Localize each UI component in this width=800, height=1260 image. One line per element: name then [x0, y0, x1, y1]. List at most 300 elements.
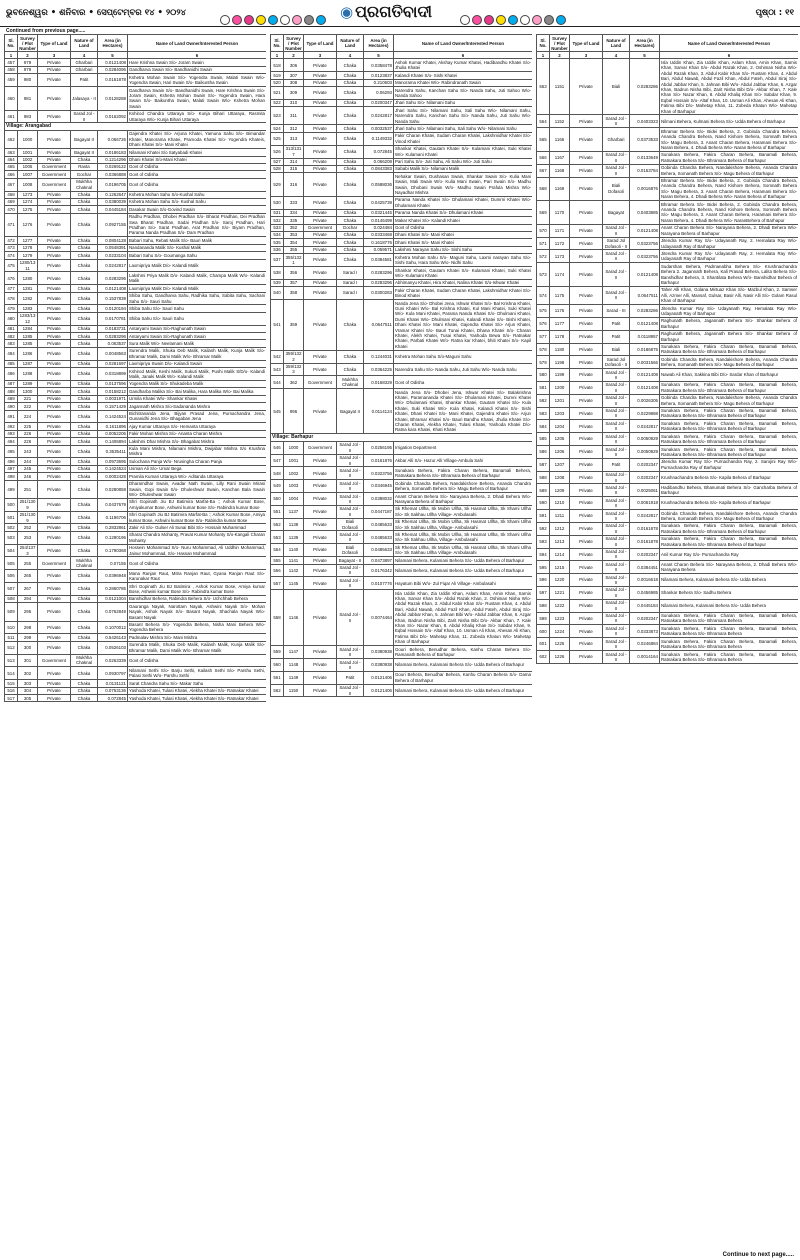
cell-plot: 1283	[18, 305, 38, 312]
cell-sl: 591	[537, 510, 550, 523]
registration-dot	[232, 15, 242, 25]
cell-plot: 299	[18, 634, 38, 641]
cell-area: 0.0485633	[364, 518, 394, 531]
cell-type: Private	[570, 224, 603, 237]
cell-sl: 460	[5, 87, 18, 111]
cell-area: 0.0161878	[630, 535, 660, 548]
cell-plot: 1004	[284, 493, 304, 506]
registration-dot	[220, 15, 230, 25]
cell-area: 0.0137596	[98, 380, 128, 387]
cell-plot: 245	[18, 465, 38, 472]
cell-owner: Shiba Sahu, Gandharva Sahu, Radhika Sahu, Sabita Sahu, Sachani Sahu S/o- Sauri Sahu	[129, 293, 265, 304]
table-row	[537, 128, 799, 152]
cell-nature: Mukhha Chaknal	[71, 654, 98, 667]
cell-owner: Padmalav Mishra S/o- Mani Mishra	[128, 634, 267, 641]
cell-sl: 588	[537, 471, 550, 484]
cell-plot: 1205	[550, 433, 570, 446]
table-column-1	[4, 34, 266, 1252]
cell-owner: Babari Sahu S/o- Goumanga Sahu	[128, 252, 267, 259]
cell-nature: Sarad Jol - II	[603, 420, 630, 433]
cell-plot: 307	[284, 72, 304, 79]
table-row	[5, 403, 267, 410]
cell-plot: 1151	[550, 59, 570, 115]
cell-plot: 979	[18, 66, 38, 73]
cell-owner: Nawab Ali Khan, Sakkina Bibi D/o- Sardar Khan of Barhapur	[660, 369, 799, 382]
cell-sl: 530	[271, 196, 284, 209]
cell-plot: 1212	[550, 522, 570, 535]
cell-plot: 308	[284, 79, 304, 86]
cell-nature: Chaka	[337, 209, 364, 216]
cell-owner: Nilamani Behera, Kulamani Behera S/o- Udda Behera	[660, 574, 799, 587]
cell-type: Private	[570, 561, 603, 574]
cell-plot: 1000	[284, 441, 304, 454]
cell-area: 0.0300283	[364, 287, 394, 300]
cell-nature: Chaka	[71, 634, 98, 641]
cell-area: 0.0031566	[630, 356, 660, 369]
cell-nature: Chaka	[71, 237, 98, 244]
table-row	[271, 363, 533, 376]
cell-nature: Sarad Jol - II	[603, 381, 630, 394]
table-row	[5, 360, 267, 367]
cell-nature: Sarad Jol - II	[603, 586, 630, 599]
cell-owner: Isla Uddin Khan, Zia Uddin Khan, Aslam Khan, Amin Khan, Sarnis Khan, Sarvar Khan S/o- Abdul Razak Khan, 2. Oshiman Nisha W/o- Abdul Razak Khan, 3. Abdul Kabir Khan S/o- Rustam Khan, 4. Abdul Bari, Abdul Nawab, Abdul Fazil Khan, Abdul Fateh, Abdul Siraj S/o- Abdul Jabbar Khan, 5. Jahnan Bibi W/o- Abdul Jabbar Khan, 6. Azgar Khan, Badrun Nisha Bibi, Zarit Nisha Bibi D/o- Akbar Khan, 7. Kale Khan S/o- Nazar Khan, 8. Abdul Khaliq Khan S/o- Sabdar Khan, 9. Eqbal Hossain S/o- Altaf Khan, 10. Usman Ali Khan, Ahesan Ali Khan, Fatima Bibi D/o- Mahetap Khan, 11. Zobeda Khatun W/o- Mahetap Khan of Barhapur	[395, 590, 531, 645]
cell-sl: 505	[5, 557, 18, 570]
newspaper-masthead	[340, 2, 432, 22]
cell-type: Private	[304, 59, 337, 72]
cell-owner: Nilamani Behera, Kulamani Behera S/o- Udda Behera	[660, 599, 799, 612]
cell-type: Government	[304, 376, 337, 389]
cell-nature: Chaka	[71, 531, 98, 544]
cell-nature: Bagayat	[603, 201, 630, 225]
cell-nature: Chaka	[71, 368, 98, 381]
registration-dot	[316, 15, 326, 25]
cell-sl: 511	[5, 634, 18, 641]
cell-owner: Babari Sahu, Rebati Malik S/o- Bauri Malik	[128, 237, 267, 244]
cell-type: Private	[38, 340, 71, 347]
cell-area: 0.0485633	[364, 544, 394, 557]
table-row	[5, 680, 267, 687]
cell-type: Private	[38, 206, 71, 213]
cell-owner: Bhramar Behera S/o- Bidei Behera, 2. Gobinda Chandra Behera, Ananda Chandra Behera, Nand Kishore Behera, Somnath Behera S/o- Magu Behera, 3. Anant Charan Behera, Haramani Behera S/o- Naran Behera, 4. Dhadi Behera W/o- Naran Behera of Barhapur	[661, 128, 797, 150]
cell-area: 0.0384581	[364, 254, 394, 267]
column-number: 6	[660, 52, 799, 59]
table-row	[537, 250, 799, 263]
cell-area: 0.1149332	[364, 132, 394, 145]
cell-area: 0.0647511	[630, 286, 660, 304]
cell-type: Private	[570, 458, 603, 471]
cell-nature: Chaka	[71, 259, 98, 272]
cell-nature: Sarad Jol - II	[337, 467, 364, 480]
cell-plot: 1213	[550, 535, 570, 548]
cell-type: Private	[38, 473, 71, 480]
cell-area: 0.0380938	[364, 659, 394, 672]
table-row	[5, 465, 267, 472]
cell-sl: 593	[537, 535, 550, 548]
cell-owner: Gobinda Chandra Behera, Nandakishore Behera, Ananda Chandra Behera, Somanath Behera S/o- Magu Behera of Barhapur	[661, 510, 797, 521]
cell-owner: Anant Charan Behera S/o- Narayana Behera, 2. Dhadi Behera W/o- Narayana Behera	[661, 561, 797, 573]
cell-area: 0.0186183	[98, 149, 128, 156]
cell-sl: 503	[5, 531, 18, 544]
cell-nature: Biali Dofasoli	[603, 177, 630, 201]
registration-dot	[520, 15, 530, 25]
cell-nature: Chaka	[71, 458, 98, 465]
cell-area: 0.0445184	[630, 599, 660, 612]
cell-nature: Sarad Jol - II	[603, 151, 630, 164]
table-row	[5, 213, 267, 237]
cell-sl: 546	[271, 441, 284, 454]
table-row	[271, 684, 533, 697]
cell-sl: 492	[5, 423, 18, 430]
cell-plot: 1289	[18, 380, 38, 387]
cell-area: 0.3535411	[98, 445, 128, 458]
cell-sl: 531	[271, 209, 284, 216]
cell-owner: Dhani Khatei S/o- Mani Khatei	[394, 239, 533, 246]
cell-type: Private	[38, 687, 71, 694]
cell-sl: 594	[537, 548, 550, 561]
cell-type: Private	[38, 244, 71, 251]
cell-type: Private	[38, 667, 71, 680]
table-row	[271, 217, 533, 224]
cell-plot: 312	[284, 125, 304, 132]
column-number: 4	[603, 52, 630, 59]
continued-to-next: Continue to next page.....	[722, 1252, 794, 1258]
table-row	[271, 518, 533, 531]
column-header-plot: Survey / Plot Number	[551, 35, 568, 51]
cell-area: 0.0121004	[98, 595, 128, 602]
cell-sl: 471	[5, 213, 18, 237]
cell-area: 0.0061918	[630, 497, 660, 510]
table-row	[271, 79, 533, 86]
cell-plot: 1210	[550, 497, 570, 510]
cell-nature: Sarad Jol - II	[603, 407, 630, 420]
table-row	[537, 224, 799, 237]
column-number: 1	[271, 52, 284, 59]
cell-type: Private	[570, 625, 603, 638]
table-row	[271, 132, 533, 145]
cell-area: 0.1244031	[364, 350, 394, 363]
cell-plot: 1215	[550, 561, 570, 574]
cell-area: 0.0384451	[630, 561, 660, 574]
cell-nature: Chaka	[71, 403, 98, 410]
cell-area: 0.0973695	[98, 458, 128, 465]
cell-nature: Chaka	[337, 59, 364, 72]
cell-plot: 1284	[18, 325, 38, 332]
cell-plot: 352	[284, 224, 304, 231]
cell-nature: Sarad Jol - II	[603, 286, 630, 304]
cell-type: Private	[38, 292, 71, 305]
cell-owner: Yogendra Malik S/o- Shukadeba Malik	[128, 380, 267, 387]
cell-type: Private	[38, 368, 71, 381]
cell-plot: 1285	[18, 340, 38, 347]
cell-type: Private	[38, 87, 71, 111]
cell-area: 0.066726	[98, 130, 128, 148]
cell-owner: Jitendra Kumar Ray S/o- Udayanath Ray, 2. Hemalata Ray W/o- Udayanath Ray of Barhapur	[661, 250, 797, 262]
cell-owner: Basant Behera S/o- Yogendra Behera, Nisha Mani Behera W/o- Yogendra Behera	[129, 622, 265, 633]
cell-nature: Chaka	[337, 217, 364, 224]
cell-type: Private	[304, 196, 337, 209]
cell-area: 0.0447187	[364, 505, 394, 518]
cell-nature: Chaka	[337, 132, 364, 145]
cell-nature: Sarad Jol - II	[603, 433, 630, 446]
cell-type: Private	[570, 177, 603, 201]
cell-sl: 524	[271, 125, 284, 132]
table-row	[271, 254, 533, 267]
cell-area: 0.0588036	[364, 173, 394, 197]
table-row	[5, 59, 267, 66]
table-row	[5, 272, 267, 285]
cell-area: 0.0121408	[630, 317, 660, 330]
cell-sl: 457	[5, 59, 18, 66]
cell-area: 0.0403323	[630, 115, 660, 128]
cell-nature: Sarad Jol - II	[337, 441, 364, 454]
cell-area: 0.0052206	[98, 430, 128, 437]
cell-owner: Govt of Odisha	[128, 178, 267, 191]
cell-nature: Chaka	[71, 438, 98, 445]
cell-plot: 1000	[18, 130, 38, 148]
cell-sl: 560	[271, 659, 284, 672]
cell-type: Private	[570, 420, 603, 433]
cell-sl: 520	[271, 79, 284, 86]
cell-sl: 597	[537, 586, 550, 599]
cell-type: Private	[570, 599, 603, 612]
cell-type: Private	[304, 87, 337, 100]
cell-area: 0.0283286	[630, 305, 660, 318]
cell-area: 0.0242817	[630, 510, 660, 523]
cell-type: Private	[304, 646, 337, 659]
cell-type: Private	[38, 583, 71, 596]
table-row	[5, 524, 267, 531]
cell-type: Private	[570, 510, 603, 523]
cell-plot: 252	[18, 524, 38, 531]
cell-type: Private	[304, 590, 337, 646]
table-row	[5, 244, 267, 251]
cell-sl: 477	[5, 285, 18, 292]
cell-plot: 221	[18, 395, 38, 402]
cell-sl: 553	[271, 531, 284, 544]
cell-nature: Patit	[603, 458, 630, 471]
column-header-sl: Sl. No.	[5, 35, 18, 52]
cell-plot: 315	[284, 165, 304, 172]
cell-sl: 497	[5, 465, 18, 472]
cell-area: 0.0168329	[364, 376, 394, 389]
cell-sl: 542	[271, 350, 284, 363]
cell-nature: Sarad Jol - II	[603, 497, 630, 510]
cell-nature: Sarad - III	[603, 305, 630, 318]
cell-owner: Pari Sahu S/o- Juti Sahu, Ali Sahu W/o- Juti Sahu	[394, 158, 533, 165]
cell-nature: Chaka	[71, 595, 98, 602]
cell-area: 0.1790368	[98, 544, 128, 557]
cell-area: 0.0843383	[364, 165, 394, 172]
cell-plot: 1001	[284, 454, 304, 467]
cell-sl: 485	[5, 360, 18, 367]
cell-plot: 246	[18, 473, 38, 480]
cell-sl: 570	[537, 224, 550, 237]
cell-owner: Parama Nanda Khatei S/o- Dhulamani Khatei	[394, 209, 533, 216]
column-number: 1	[5, 52, 18, 59]
cell-area: 0.0283296	[364, 279, 394, 286]
table-row	[5, 621, 267, 634]
cell-owner: Bichitrananda Jena, Bijyan Prasad Jena, Purnachandra Jena, Gunanidhi Jena S/o- Bhagaban Jena	[129, 411, 265, 422]
cell-area: 0.0202347	[630, 548, 660, 561]
cell-owner: Jitendra Kumar Ray S/o- Udayanath Ray, 2. Hemalata Ray W/o- Udayanath Ray of Barhapur	[661, 238, 797, 249]
cell-area: 0.0121408	[630, 224, 660, 237]
cell-type: Private	[304, 454, 337, 467]
cell-type: Private	[38, 634, 71, 641]
cell-sl: 540	[271, 287, 284, 300]
cell-owner: Irrigation Department	[394, 441, 533, 454]
cell-plot: 1224	[550, 625, 570, 638]
cell-type: Private	[304, 107, 337, 125]
cell-plot: 1273	[18, 191, 38, 198]
cell-type: Private	[38, 191, 71, 198]
cell-nature: Chaka	[337, 196, 364, 209]
cell-type: Private	[304, 564, 337, 577]
cell-area: 0.024484	[364, 224, 394, 231]
cell-owner: Sunakara Behera, Fakira Charan Behera, Banamali Behera, Ratnakara Behera S/o- Bhramara Behera	[661, 625, 797, 637]
cell-plot: 298	[18, 621, 38, 634]
cell-nature: Chaka	[337, 107, 364, 125]
cell-area: 0.0229888	[630, 407, 660, 420]
cell-area: 0.1611896	[98, 423, 128, 430]
cell-plot: 294	[18, 595, 38, 602]
cell-area: 0.0366888	[98, 171, 128, 178]
cell-type: Private	[570, 317, 603, 330]
cell-owner: Fakir Charan Khatei, Sudam Charan Khatei, Lakshmidhar Khatei S/o- Binod Khatei	[395, 287, 531, 299]
cell-area: 0.1262647	[98, 191, 128, 198]
cell-area: 0.0121406	[364, 684, 394, 697]
table-row	[271, 72, 533, 79]
cell-plot: 225	[18, 423, 38, 430]
cell-nature: Sarad Jol - II	[337, 590, 364, 646]
cell-owner: Sunakara Behera, Fakira Charan Behera, Banamali Behera, Ratnakara Behera S/o- Bhramara Behera	[661, 613, 797, 624]
cell-nature: Chaka	[71, 198, 98, 205]
cell-owner: Nehakar Swain, Dushasan Swain, Shankar Swain S/o- Kulia Mani Swain, Mali Swain W/o- Kulia Mani Swain, Pari Swain S/o- Madhu Swain, Dhobani Swain W/o- Madhu Swain Prafula Mishra W/o- Nayadhar Mishra	[395, 173, 531, 196]
cell-nature: Sarad Jol Dofasoli - II	[603, 237, 630, 250]
cell-owner: Jitendra Kumar Ray S/o- Udayanath Ray, Hemalata Ray W/o- Udayanath Ray of Barhapur	[661, 305, 797, 316]
column-number-row	[537, 52, 799, 59]
table-row	[271, 173, 533, 197]
column-number: 3	[38, 52, 71, 59]
cell-type: Private	[304, 300, 337, 351]
table-row	[537, 151, 799, 164]
cell-sl: 532	[271, 217, 284, 224]
table-row	[537, 458, 799, 471]
cell-owner: Sunakara Behera, Fakira Charan Behera, Banamali Behera, Ratnakara Behera S/o- Bhramara Behera	[661, 638, 797, 650]
cell-plot: 1168	[550, 164, 570, 177]
cell-type: Private	[570, 433, 603, 446]
cell-area: 0.0388032	[364, 493, 394, 506]
cell-owner: Surendra Malik, Shuka Deb Malik, Kailash Malik, Kunja Malik S/o- Bhramar Malik, Dami Malik W/o- Bhramar Malik	[129, 348, 265, 359]
cell-plot: 1288	[18, 368, 38, 381]
cell-owner: Shiba Sahu S/o- Sauri Sahu	[128, 305, 267, 312]
cell-sl: 521	[271, 87, 284, 100]
registration-marks-right	[460, 12, 568, 20]
cell-owner: Gajendra Khatei S/o- Arjuna Khatei, Yamuna Sahu S/o- Bimandar Khatei, Manorama Khatei, Pramoda Khatei S/o- Yogendra Khateis, Dhani Khatei S/o- Mani Khatei	[129, 131, 265, 148]
cell-type: Private	[570, 548, 603, 561]
cell-area: 0.0281697	[98, 360, 128, 367]
table-row	[5, 74, 267, 87]
cell-sl: 587	[537, 458, 550, 471]
table-row	[271, 659, 533, 672]
cell-sl: 512	[5, 641, 18, 654]
cell-nature: Chaka	[71, 340, 98, 347]
cell-nature: Chaka	[71, 312, 98, 325]
cell-sl: 577	[537, 330, 550, 343]
cell-nature: Chaka	[337, 158, 364, 165]
table-row	[5, 156, 267, 163]
column-header-area: Area (in Hectares)	[630, 35, 660, 52]
cell-area: 0.0014164	[630, 651, 660, 664]
cell-plot: 305	[18, 695, 38, 702]
cell-nature: Sarad Jol - II	[603, 574, 630, 587]
cell-plot: 1199	[550, 369, 570, 382]
cell-type: Private	[304, 79, 337, 86]
cell-nature: Chaka	[71, 213, 98, 237]
table-row	[271, 454, 533, 467]
cell-type: Private	[38, 312, 71, 325]
cell-nature: Chaka	[71, 583, 98, 596]
cell-area: 0.072845	[364, 145, 394, 158]
cell-nature: Sarad Jol - II	[71, 110, 98, 123]
cell-sl: 478	[5, 292, 18, 305]
cell-sl: 569	[537, 201, 550, 225]
cell-plot: 1223	[550, 612, 570, 625]
cell-owner: Jhari Sahu S/o- Nilamani Sahu	[394, 99, 533, 106]
cell-nature: Chaka	[71, 333, 98, 340]
cell-nature: Chaka	[71, 570, 98, 583]
cell-area: 0.072845	[98, 695, 128, 702]
cell-owner: Nilmani Behera, Kulmani Behera S/o- Udda Behera of Barhapur	[660, 115, 799, 128]
cell-sl: 562	[271, 684, 284, 697]
cell-type: Government	[38, 178, 71, 191]
table-row	[5, 570, 267, 583]
cell-owner: Hossein Mohammad S/o- Nuru Mohammad, Ali Uddhin Mohammad, Jainur Mohammad, S/o- Hassan Mohammad	[129, 545, 265, 556]
table-row	[537, 59, 799, 115]
table-row	[5, 325, 267, 332]
cell-area: 0.063537	[98, 340, 128, 347]
cell-plot: 226	[18, 430, 38, 437]
cell-plot: 265	[18, 570, 38, 583]
cell-owner: Gobinda Chandra Behera, Nandakishore Behera, Ananda Chandra Behera, Somanath Behera S/o- Magu Behera of Barhapur	[661, 395, 797, 406]
cell-area: 0.0647511	[364, 300, 394, 351]
cell-owner: Lakshmi Dhar Mishra S/o- Bhagabat Mishra	[128, 438, 267, 445]
cell-plot: 1204	[550, 420, 570, 433]
cell-type: Private	[304, 246, 337, 253]
cell-area: 0.066208	[364, 158, 394, 165]
cell-type: Private	[304, 125, 337, 132]
cell-sl: 516	[5, 687, 18, 694]
column-header-type: Type of Land	[38, 35, 71, 52]
cell-sl: 464	[5, 156, 18, 163]
cell-area: 0.0121408	[630, 263, 660, 287]
table-row	[271, 107, 533, 125]
land-table	[270, 34, 532, 697]
cell-owner: Kula Mani Mishra, Nilamani Mishra, Dwijabar Mishra S/o Krushna Mishra	[129, 446, 265, 457]
cell-type: Private	[570, 250, 603, 263]
cell-owner: Hayatum Bibi W/o- Zul Fiqar Ali Village- Ambulasahi	[394, 577, 533, 590]
cell-type: Private	[38, 237, 71, 244]
cell-type: Private	[570, 263, 603, 287]
village-heading: Village: Barhapur	[271, 434, 533, 441]
cell-plot: 267	[18, 583, 38, 596]
cell-sl: 472	[5, 237, 18, 244]
cell-area: 0.0162092	[98, 110, 128, 123]
cell-area: 0.1424524	[98, 410, 128, 423]
cell-owner: Nanda Jena S/o- Dhobei Jena, Ishwar Khatei S/o- Balakrishna Khatei, Paramananda Khatei S/o- Dhulamani Khatei, Dumni Khatei W/o- Dhulamani Khatei, Shankar Khatei, Gautam Khatei S/o- Kula Khatei, Suki Khatei W/o- Kula Khatei, Kalandi Khatei S/o- Sishi Khatei, Dhani Khatei S/o- Mani Khatei, Gajendra Khatei S/o- Arjun Khatei, Bhramar Khatei S/o- Bauri Bandhu Khatei, Jhulia Khatei S/o- Charan Khatei, Alekha Khatei, Tulasi Khatei, Yashoda Khatei D/o- Ratna kara Khatei, Khati Khatei	[395, 389, 531, 433]
cell-owner: Govt of Odisha	[128, 654, 267, 667]
cell-owner: Akbar Alli S/o- Hazur Alli Village-Ambula Sahi	[394, 454, 533, 467]
cell-nature: Sarad Jol - II	[337, 646, 364, 659]
